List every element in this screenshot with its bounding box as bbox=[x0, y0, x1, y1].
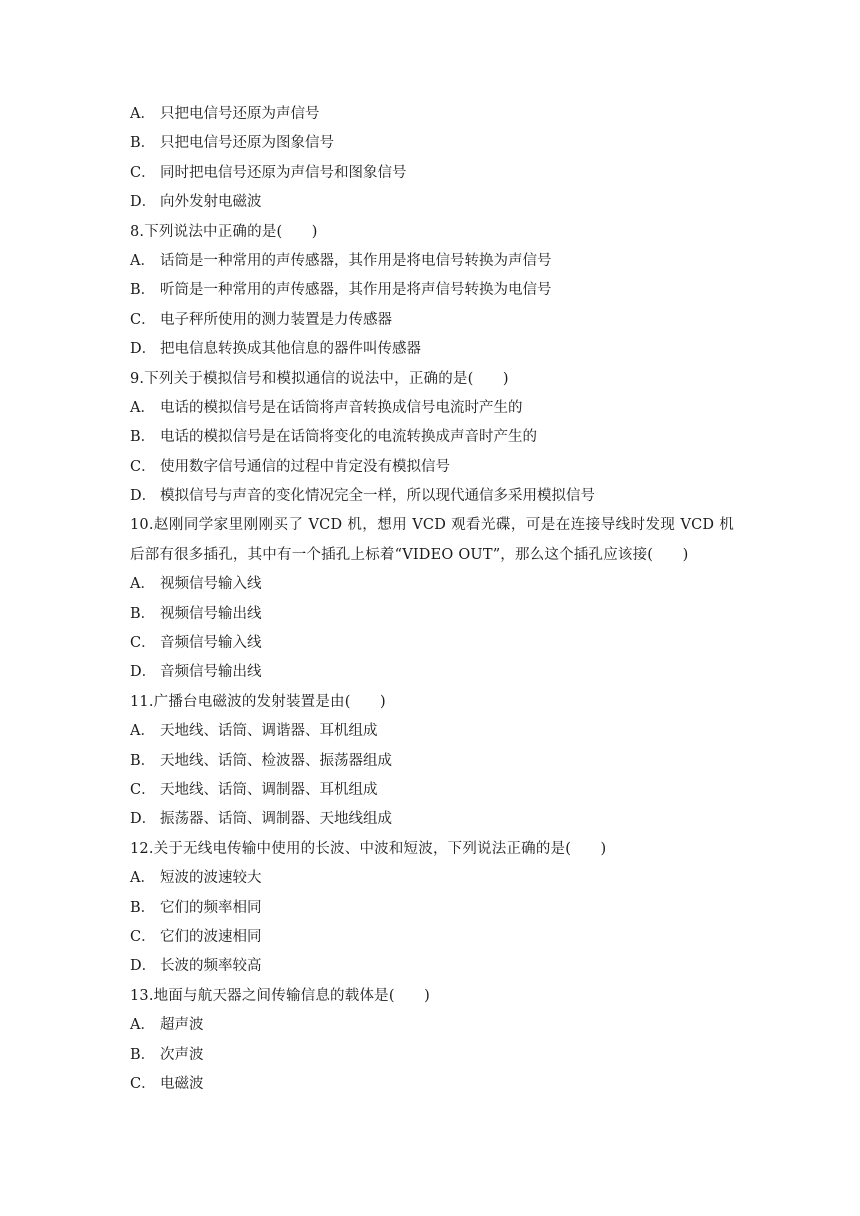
q9-option-b bbox=[130, 423, 740, 452]
q12-option-c bbox=[130, 923, 740, 952]
q12-stem: 12.关于无线电传输中使用的长波、中波和短波，下列说法正确的是( ) bbox=[130, 840, 607, 857]
q9-option-d bbox=[130, 482, 740, 511]
option-text: 振荡器、话筒、调制器、天地线组成 bbox=[160, 811, 392, 828]
q9-stem: 9.下列关于模拟信号和模拟通信的说法中，正确的是( ) bbox=[130, 370, 509, 387]
option-text: 同时把电信号还原为声信号和图象信号 bbox=[160, 164, 407, 181]
option-letter: B． bbox=[130, 752, 156, 769]
q8-option-a bbox=[130, 247, 740, 276]
option-letter: B． bbox=[130, 135, 156, 152]
option-text: 听筒是一种常用的声传感器，其作用是将声信号转换为电信号 bbox=[160, 282, 552, 299]
option-text: 电话的模拟信号是在话筒将声音转换成信号电流时产生的 bbox=[160, 399, 523, 416]
q10-option-b bbox=[130, 600, 740, 629]
option-letter: C． bbox=[130, 311, 156, 328]
q13-stem: 13.地面与航天器之间传输信息的载体是( ) bbox=[130, 987, 430, 1004]
option-text: 它们的频率相同 bbox=[160, 899, 262, 916]
option-text: 它们的波速相同 bbox=[160, 928, 262, 945]
q11-stem: 11.广播台电磁波的发射装置是由( ) bbox=[130, 693, 386, 710]
q11-option-a bbox=[130, 717, 740, 746]
q8-option-d bbox=[130, 335, 740, 364]
option-text: 超声波 bbox=[160, 1017, 204, 1034]
q11-option-d bbox=[130, 805, 740, 834]
q8-option-b bbox=[130, 276, 740, 305]
option-letter: D． bbox=[130, 488, 157, 505]
option-letter: B． bbox=[130, 1046, 156, 1063]
q9-option-a bbox=[130, 394, 740, 423]
q11-option-b bbox=[130, 747, 740, 776]
option-letter: D． bbox=[130, 958, 157, 975]
option-text: 向外发射电磁波 bbox=[160, 194, 262, 211]
option-letter: D． bbox=[130, 194, 157, 211]
q10-stem-line-1: 10.赵刚同学家里刚刚买了 VCD 机，想用 VCD 观看光碟，可是在连接导线时发现 VCD 机 bbox=[130, 517, 734, 534]
q12-option-a bbox=[130, 864, 740, 893]
option-letter: A． bbox=[130, 576, 155, 593]
option-text: 只把电信号还原为图象信号 bbox=[160, 135, 334, 152]
option-text: 电子秤所使用的测力装置是力传感器 bbox=[160, 311, 392, 328]
option-letter: A． bbox=[130, 1017, 155, 1034]
option-text: 音频信号输入线 bbox=[160, 635, 262, 652]
q12-option-b bbox=[130, 894, 740, 923]
option-text: 天地线、话筒、检波器、振荡器组成 bbox=[160, 752, 392, 769]
option-letter: C． bbox=[130, 635, 156, 652]
q10-stem-line-2: 后部有很多插孔，其中有一个插孔上标着“VIDEO OUT”，那么这个插孔应该接( ) bbox=[130, 546, 689, 563]
q11-option-c bbox=[130, 776, 740, 805]
q10-option-a bbox=[130, 570, 740, 599]
option-letter: C． bbox=[130, 781, 156, 798]
option-text: 话筒是一种常用的声传感器，其作用是将电信号转换为声信号 bbox=[160, 252, 552, 269]
q7-option-d bbox=[130, 188, 740, 217]
option-text: 只把电信号还原为声信号 bbox=[160, 106, 320, 122]
q8-stem: 8.下列说法中正确的是( ) bbox=[130, 223, 318, 240]
option-letter: C． bbox=[130, 1075, 156, 1092]
q13-option-a bbox=[130, 1011, 740, 1040]
q7-option-c bbox=[130, 159, 740, 188]
q10-option-c bbox=[130, 629, 740, 658]
option-text: 天地线、话筒、调制器、耳机组成 bbox=[160, 781, 378, 798]
option-letter: C． bbox=[130, 164, 156, 181]
option-letter: B． bbox=[130, 429, 156, 446]
option-text: 天地线、话筒、调谐器、耳机组成 bbox=[160, 723, 378, 740]
option-letter: A． bbox=[130, 399, 155, 416]
option-letter: B． bbox=[130, 899, 156, 916]
document-page bbox=[130, 100, 740, 1099]
q8-option-c bbox=[130, 306, 740, 335]
option-text: 视频信号输入线 bbox=[160, 576, 262, 593]
q10-option-d bbox=[130, 658, 740, 687]
option-letter: B． bbox=[130, 605, 156, 622]
q7-option-b bbox=[130, 129, 740, 158]
option-text: 次声波 bbox=[160, 1046, 204, 1063]
option-text: 视频信号输出线 bbox=[160, 605, 262, 622]
option-text: 长波的频率较高 bbox=[160, 958, 262, 975]
option-letter: D． bbox=[130, 811, 157, 828]
option-letter: A． bbox=[130, 723, 155, 740]
option-letter: D． bbox=[130, 664, 157, 681]
option-letter: D． bbox=[130, 341, 157, 358]
option-text: 音频信号输出线 bbox=[160, 664, 262, 681]
option-text: 把电信息转换成其他信息的器件叫传感器 bbox=[160, 341, 421, 358]
option-text: 电话的模拟信号是在话筒将变化的电流转换成声音时产生的 bbox=[160, 429, 537, 446]
option-text: 电磁波 bbox=[160, 1075, 204, 1092]
option-text: 短波的波速较大 bbox=[160, 870, 262, 887]
q13-option-b bbox=[130, 1041, 740, 1070]
q9-option-c bbox=[130, 453, 740, 482]
option-letter: C． bbox=[130, 928, 156, 945]
option-letter: B． bbox=[130, 282, 156, 299]
option-letter: C． bbox=[130, 458, 156, 475]
option-text: 使用数字信号通信的过程中肯定没有模拟信号 bbox=[160, 458, 450, 475]
option-text: 模拟信号与声音的变化情况完全一样，所以现代通信多采用模拟信号 bbox=[160, 488, 595, 505]
q13-option-c bbox=[130, 1070, 740, 1099]
q12-option-d bbox=[130, 952, 740, 981]
option-letter: A． bbox=[130, 870, 155, 887]
option-letter: A． bbox=[130, 252, 155, 269]
option-letter: A． bbox=[130, 106, 155, 122]
q7-option-a bbox=[130, 100, 740, 129]
